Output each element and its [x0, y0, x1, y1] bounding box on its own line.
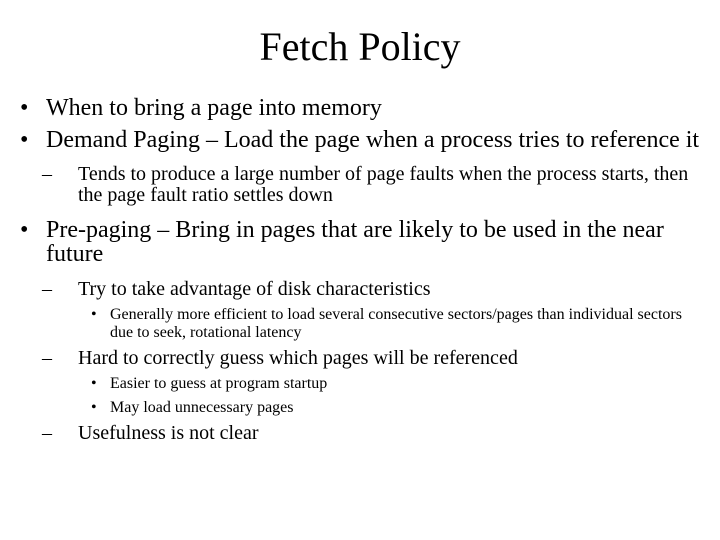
bullet-text: Demand Paging – Load the page when a process tries to reference it: [46, 127, 700, 153]
sub-bullet-text: Tends to produce a large number of page faults when the process starts, then the page fault ratio settles down: [78, 163, 689, 206]
bullet-item: [0, 128, 720, 152]
sub-bullet-item: [0, 164, 720, 206]
dash-marker: –: [42, 422, 52, 444]
sub-bullet-text: Usefulness is not clear: [78, 422, 259, 444]
sub-sub-bullet-text: Easier to guess at program startup: [110, 375, 328, 392]
dash-marker: –: [42, 278, 52, 300]
bullet-text: Pre-paging – Bring in pages that are likely to be used in the near future: [46, 217, 664, 267]
sub-bullet-text: Try to take advantage of disk characteristics: [78, 278, 431, 300]
dash-marker: –: [42, 163, 52, 185]
sub-sub-bullet-text: Generally more efficient to load several consecutive sectors/pages than individual sectors due to seek, rotational latency: [110, 306, 682, 341]
bullet-item: [0, 96, 720, 120]
sub-bullet-item: [0, 279, 720, 300]
bullet-marker: •: [20, 95, 29, 121]
sub-sub-bullet-item: [0, 375, 720, 393]
sub-bullet-item: [0, 348, 720, 369]
sub-bullet-item: [0, 423, 720, 444]
sub-bullet-text: Hard to correctly guess which pages will be referenced: [78, 347, 518, 369]
bullet-item: [0, 218, 720, 266]
dash-marker: –: [42, 347, 52, 369]
bullet-marker: •: [20, 217, 29, 243]
slide-title: Fetch Policy: [259, 24, 461, 69]
bullet-text: When to bring a page into memory: [46, 95, 382, 121]
bullet-marker: •: [91, 399, 97, 416]
bullet-marker: •: [20, 127, 29, 153]
sub-sub-bullet-item: [0, 399, 720, 417]
bullet-marker: •: [91, 306, 97, 323]
bullet-marker: •: [91, 375, 97, 392]
bullet-list: [0, 96, 720, 444]
sub-sub-bullet-item: [0, 306, 720, 342]
sub-sub-bullet-text: May load unnecessary pages: [110, 399, 294, 416]
